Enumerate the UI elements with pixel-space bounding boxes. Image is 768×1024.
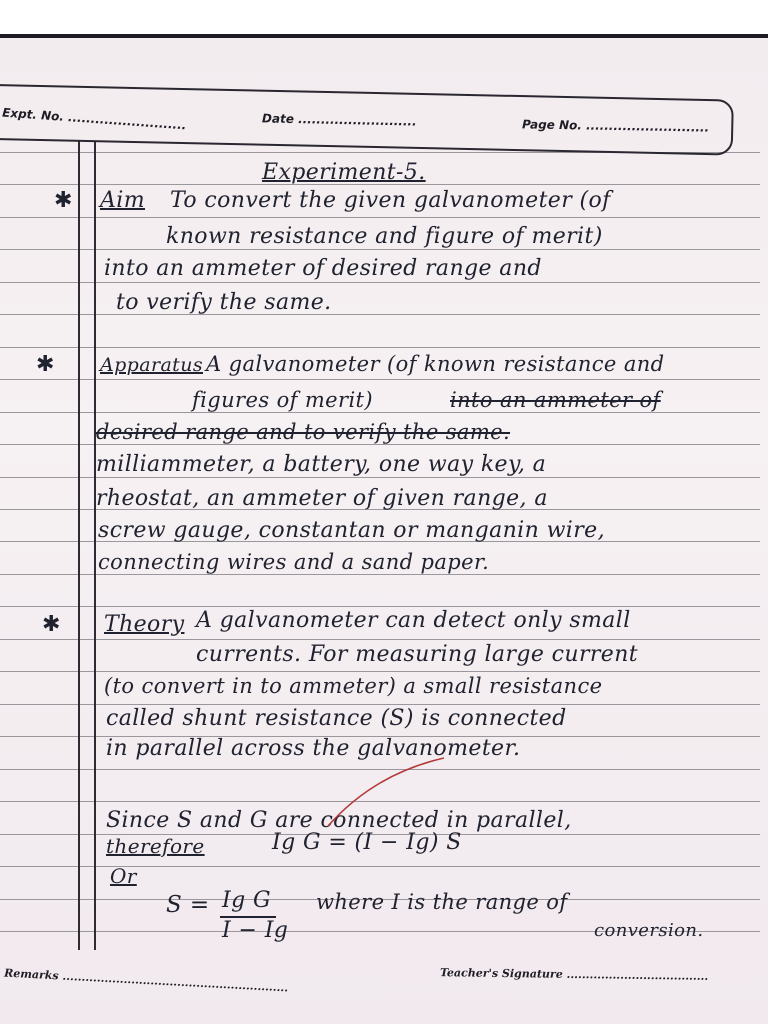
equation-1: Ig G = (I − Ig) S [272, 830, 462, 855]
ruled-line [0, 606, 760, 607]
ruled-line [0, 769, 760, 770]
conversion-label: conversion. [594, 920, 704, 941]
equation-2-denominator: I − Ig [222, 918, 289, 943]
page-title: Experiment-5. [262, 160, 426, 185]
theory-line-2: currents. For measuring large current [196, 642, 639, 667]
ruled-line [0, 639, 760, 640]
theory-line-5: in parallel across the galvanometer. [106, 736, 521, 761]
since-line: Since S and G are connected in parallel, [106, 808, 572, 833]
date-label: Date .......................... [261, 111, 417, 129]
ruled-line [0, 217, 760, 218]
apparatus-line-6: screw gauge, constantan or manganin wire, [98, 518, 605, 543]
ruled-line [0, 314, 760, 315]
ruled-line [0, 379, 760, 380]
aim-line-3: into an ammeter of desired range and [104, 256, 542, 281]
ruled-line [0, 412, 760, 413]
theory-line-4: called shunt resistance (S) is connected [106, 706, 567, 731]
aim-line-2: known resistance and figure of merit) [166, 224, 603, 249]
theory-line-3: (to convert in to ammeter) a small resistance [104, 674, 603, 698]
page-no-label: Page No. ........................... [521, 117, 710, 135]
bullet-star-apparatus: ✱ [36, 352, 55, 377]
aim-heading: Aim [100, 188, 145, 213]
apparatus-line-4: milliammeter, a battery, one way key, a [96, 452, 547, 477]
apparatus-line-7: connecting wires and a sand paper. [98, 550, 490, 574]
ruled-line [0, 671, 760, 672]
ruled-line [0, 477, 760, 478]
therefore-label: therefore [106, 834, 205, 858]
ruled-line [0, 574, 760, 575]
apparatus-line-5: rheostat, an ammeter of given range, a [96, 486, 548, 511]
ruled-line [0, 347, 760, 348]
apparatus-line-1: A galvanometer (of known resistance and [206, 352, 665, 376]
margin-line-left [78, 140, 80, 950]
equation-2-where: where I is the range of [316, 890, 568, 914]
margin-line-right [94, 142, 96, 950]
ruled-line [0, 282, 760, 283]
equation-2-numerator: Ig G [222, 888, 271, 913]
ruled-line [0, 704, 760, 705]
ruled-line [0, 801, 760, 802]
bullet-star-theory: ✱ [42, 612, 61, 637]
remarks-label: Remarks ........................................................... [3, 966, 289, 995]
aim-line-4: to verify the same. [116, 290, 332, 315]
bullet-star-aim: ✱ [54, 188, 73, 213]
ruled-line [0, 249, 760, 250]
top-background [0, 0, 768, 38]
apparatus-line-2b-struck: into an ammeter of [450, 388, 661, 412]
teacher-signature-label: Teacher's Signature ..................................... [439, 966, 709, 983]
ruled-line [0, 444, 760, 445]
expt-no-label: Expt. No. .......................... [1, 105, 187, 133]
equation-2-lhs: S = [166, 892, 210, 918]
theory-line-1: A galvanometer can detect only small [196, 608, 631, 633]
theory-heading: Theory [104, 612, 185, 637]
apparatus-heading: Apparatus [100, 354, 204, 376]
or-label: Or [110, 864, 137, 888]
apparatus-line-3-struck: desired range and to verify the same. [96, 420, 511, 444]
apparatus-line-2a: figures of merit) [192, 388, 373, 412]
aim-line-1: To convert the given galvanometer (of [170, 188, 611, 213]
